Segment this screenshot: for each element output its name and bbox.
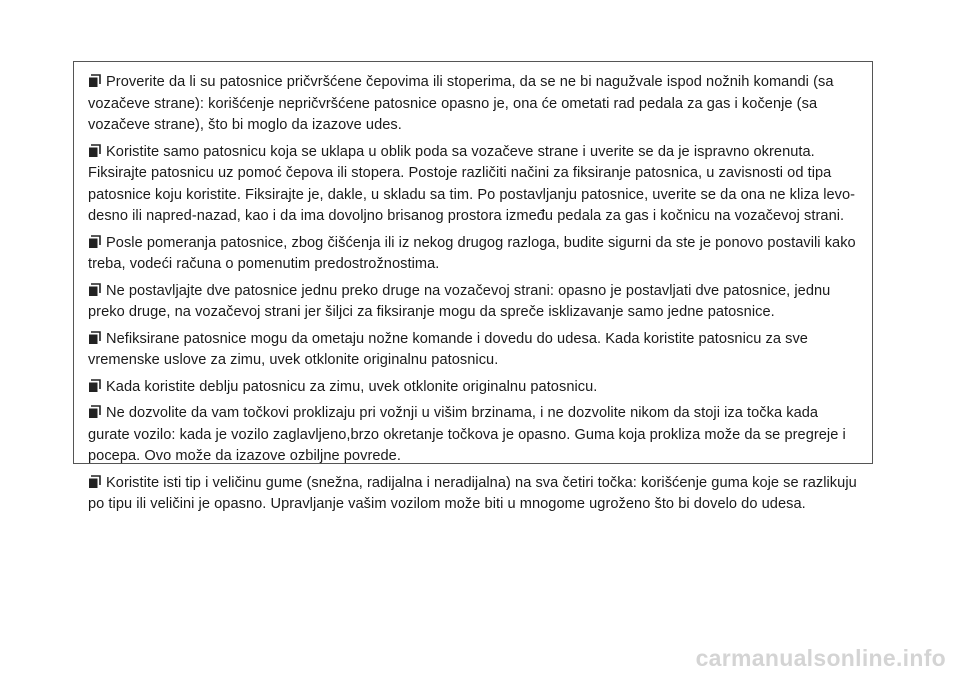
notice-paragraph	[88, 233, 860, 276]
watermark-logo: carmanualsonline.info	[695, 645, 946, 671]
notice-paragraph	[88, 377, 860, 399]
notice-text: Ne dozvolite da vam točkovi proklizaju pri vožnji u višim brzinama, i ne dozvolite nikom da stoji iza točka kada gurate vozilo: kada je vozilo zaglavljeno,brzo okretanje točkova je opasno. Guma koja prokliza može da se pregreje i pocepa. Ovo može da izazove ozbiljne povrede.	[88, 405, 846, 464]
warning-bullet-icon	[88, 405, 101, 419]
notice-paragraph	[88, 403, 860, 468]
warning-bullet-icon	[88, 283, 101, 297]
notice-text: Posle pomeranja patosnice, zbog čišćenja ili iz nekog drugog razloga, budite sigurni da ste je ponovo postavili kako treba, vodeći računa o pomenutim predostrožnostima.	[88, 234, 856, 272]
warning-bullet-icon	[88, 331, 101, 345]
warning-notice-box	[73, 61, 873, 512]
notice-text: Ne postavljajte dve patosnice jednu preko druge na vozačevoj strani: opasno je postavljati dve patosnice, jednu preko druge, na vozačevoj strani jer šiljci za fiksiranje mogu da spreče isklizavanje samo jedne patosnice.	[88, 282, 831, 320]
notice-paragraph	[88, 329, 860, 372]
notice-text: Proverite da li su patosnice pričvršćene čepovima ili stoperima, da se ne bi nagužvale ispod nožnih komandi (sa vozačeve strane): korišćenje nepričvršćene patosnice opasno je, ona će ometati rad pedala za gas i kočenje (sa vozačeve strane), što bi moglo da izazove udes.	[88, 74, 834, 133]
warning-bullet-icon	[88, 144, 101, 158]
notice-paragraph	[88, 142, 860, 228]
notice-text: Koristite isti tip i veličinu gume (snežna, radijalna i neradijalna) na sva četiri točka: korišćenje guma koje se razlikuju po tipu ili veličini je opasno. Upravljanje vašim vozilom može biti u mnogome ugroženo što bi dovelo do udesa.	[88, 474, 857, 512]
notice-text: Kada koristite deblju patosnicu za zimu, uvek otklonite originalnu patosnicu.	[106, 378, 598, 395]
warning-bullet-icon	[88, 74, 101, 88]
notice-paragraph	[88, 281, 860, 324]
notice-paragraph	[88, 72, 860, 137]
warning-bullet-icon	[88, 379, 101, 393]
notice-text: Nefiksirane patosnice mogu da ometaju nožne komande i dovedu do udesa. Kada koristite patosnicu za sve vremenske uslove za zimu, uvek otklonite originalnu patosnicu.	[88, 330, 808, 368]
notice-text: Koristite samo patosnicu koja se uklapa u oblik poda sa vozačeve strane i uverite se da je ispravno okrenuta. Fiksirajte patosnicu uz pomoć čepova ili stopera. Postoje različiti načini za fiksiranje patosnica, u zavisnosti od tipa patosnice koju koristite. Fiksirajte je, dakle, u skladu sa tim. Po postavljanju patosnice, uverite se da ona ne kliza levo-desno ili napred-nazad, kao i da ima dovoljno brisanog prostora između pedala za gas i kočnicu na vozačevoj strani.	[88, 143, 856, 224]
warning-bullet-icon	[88, 475, 101, 489]
warning-bullet-icon	[88, 235, 101, 249]
notice-paragraph	[88, 473, 860, 516]
